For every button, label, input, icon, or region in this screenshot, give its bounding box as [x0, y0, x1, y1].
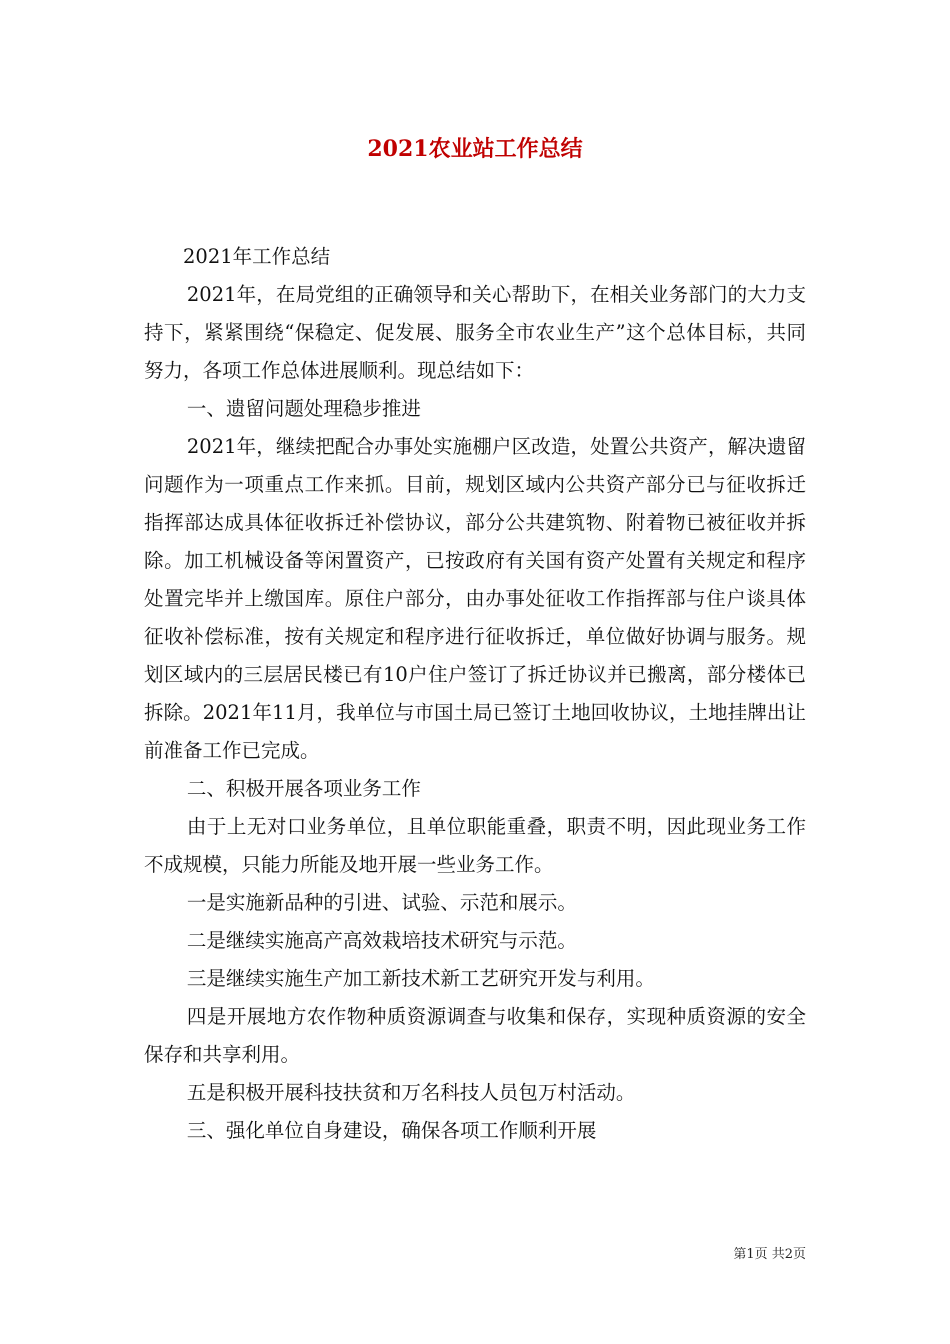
list-item-5: 五是积极开展科技扶贫和万名科技人员包万村活动。: [186, 1081, 636, 1104]
list-item-3: 三是继续实施生产加工新技术新工艺研究开发与利用。: [186, 967, 655, 990]
section-heading-3: 三、强化单位自身建设，确保各项工作顺利开展: [186, 1119, 597, 1142]
section-heading-2: 二、积极开展各项业务工作: [186, 777, 421, 800]
list-item-2: 二是继续实施高产高效栽培技术研究与示范。: [186, 929, 577, 952]
document-title: 2021农业站工作总结: [367, 136, 583, 162]
list-item-4: 四是开展地方农作物种质资源调查与收集和保存，实现种质资源的安全保存和共享利用。: [144, 1005, 806, 1066]
paragraph-section-1: 2021年，继续把配合办事处实施棚户区改造，处置公共资产，解决遗留问题作为一项重点工作来抓。目前，规划区域内公共资产部分已与征收拆迁指挥部达成具体征收拆迁补偿协议，部分公共建筑物、附着物已被征收并拆除。加工机械设备等闲置资产，已按政府有关国有资产处置有关规定和程序处置完毕并上缴国库。原住户部分，由办事处征收工作指挥部与住户谈具体征收补偿标准，按有关规定和程序进行征收拆迁，单位做好协调与服务。规划区域内的三层居民楼已有10户住户签订了拆迁协议并已搬离，部分楼体已拆除。2021年11月，我单位与市国土局已签订土地回收协议，土地挂牌出让前准备工作已完成。: [144, 435, 806, 762]
paragraph-intro: 2021年，在局党组的正确领导和关心帮助下，在相关业务部门的大力支持下，紧紧围绕“保稳定、促发展、服务全市农业生产”这个总体目标，共同努力，各项工作总体进展顺利。现总结如下：: [144, 283, 806, 382]
document-body: [144, 238, 806, 1150]
paragraph-section-2: 由于上无对口业务单位，且单位职能重叠，职责不明，因此现业务工作不成规模，只能力所能及地开展一些业务工作。: [144, 815, 806, 876]
paragraph-summary-heading: 2021年工作总结: [183, 245, 331, 268]
section-heading-1: 一、遗留问题处理稳步推进: [186, 397, 421, 420]
list-item-1: 一是实施新品种的引进、试验、示范和展示。: [186, 891, 577, 914]
page-number: 第1页 共2页: [733, 1247, 806, 1262]
